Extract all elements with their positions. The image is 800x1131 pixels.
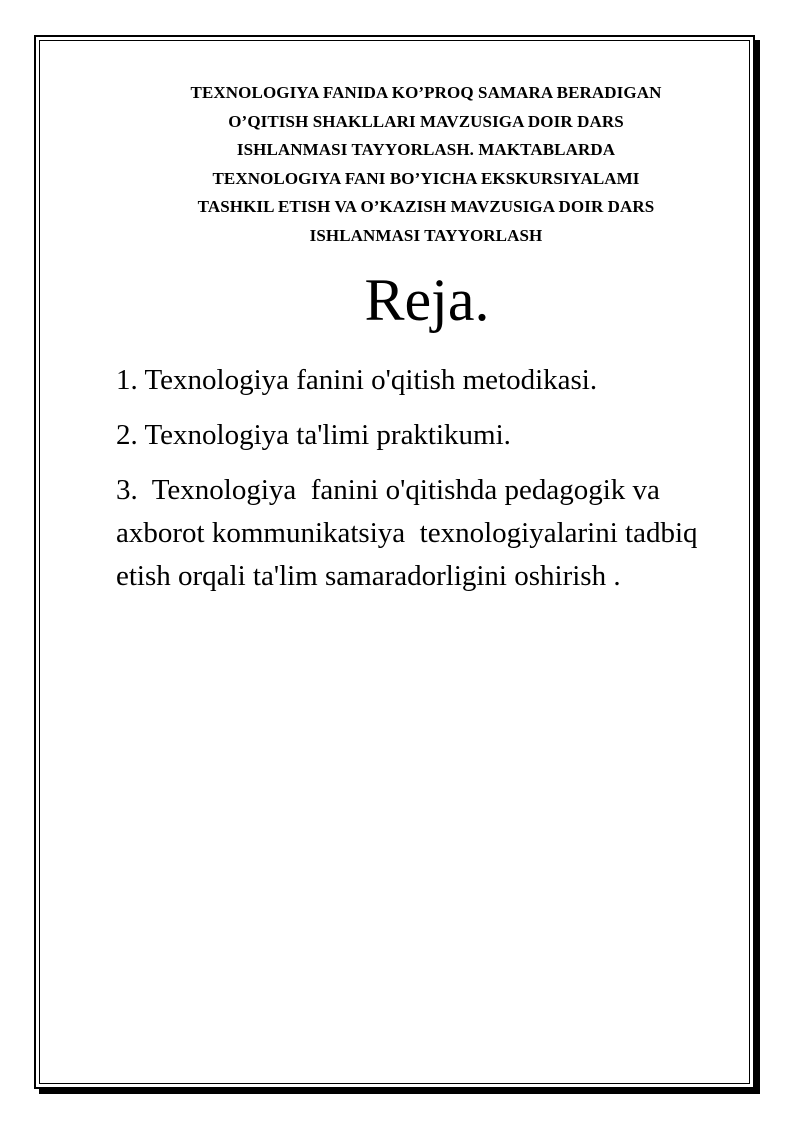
plan-heading: Reja. [364, 267, 490, 333]
plan-item-3: 3. Texnologiya fanini o'qitishda pedagogik va axborot kommunikatsiya texnologiyalarini tadbiq etish orqali ta'lim samaradorligini oshirish . [116, 474, 705, 592]
plan-item-1: 1. Texnologiya fanini o'qitish metodikasi. [116, 364, 598, 396]
document-title: TEXNOLOGIYA FANIDA KO’PROQ SAMARA BERADIGAN O’QITISH SHAKLLARI MAVZUSIGA DOIR DARS ISHLANMASI TAYYORLASH. MAKTABLARDA TEXNOLOGIYA FANI BO’YICHA EKSKURSIYALAMI TASHKIL ETISH VA O’KAZISH MAVZUSIGA DOIR DARS ISHLANMASI TAYYORLASH [190, 83, 662, 245]
plan-list [116, 359, 731, 610]
plan-item-2: 2. Texnologiya ta'limi praktikumi. [116, 419, 511, 451]
page-border-frame [34, 35, 755, 1089]
